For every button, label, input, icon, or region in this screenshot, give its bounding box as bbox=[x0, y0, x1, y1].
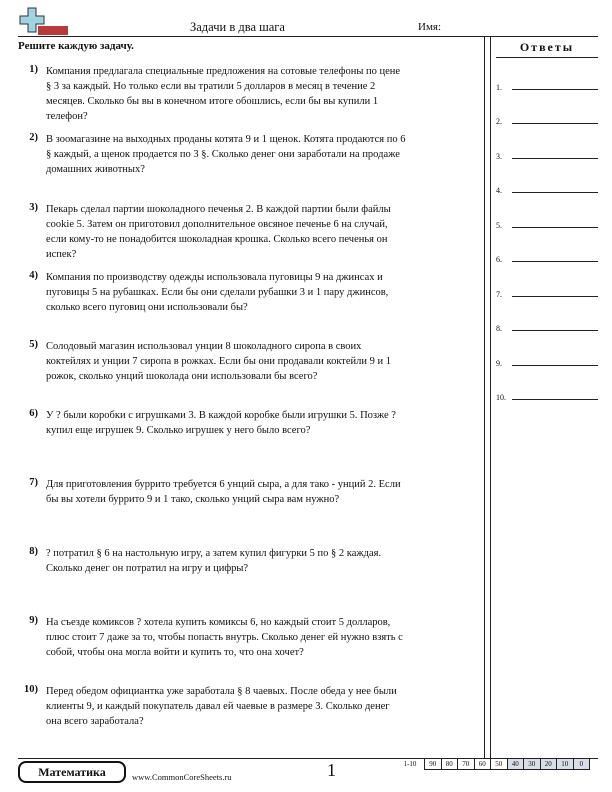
answer-blank[interactable] bbox=[512, 296, 598, 297]
page-title: Задачи в два шага bbox=[190, 20, 285, 34]
answer-number: 3. bbox=[496, 152, 502, 161]
problem-number: 6) bbox=[29, 408, 38, 419]
problem-number: 3) bbox=[29, 202, 38, 213]
page-number: 1 bbox=[327, 760, 336, 780]
answer-blank[interactable] bbox=[512, 192, 598, 193]
answer-line-2[interactable] bbox=[496, 112, 598, 126]
answer-line-1[interactable] bbox=[496, 78, 598, 92]
answer-line-9[interactable] bbox=[496, 354, 598, 368]
problem-number: 4) bbox=[29, 270, 38, 281]
score-table bbox=[396, 758, 590, 770]
answer-line-3[interactable] bbox=[496, 147, 598, 161]
answer-blank[interactable] bbox=[512, 158, 598, 159]
answers-title-underline bbox=[496, 57, 598, 58]
problem-text: В зоомагазине на выходных проданы котята 9 и 1 щенок. Котята продаются по 6 § каждый, а щенок продается по 3 §. Сколько денег они заработали на продаже домашних животных? bbox=[46, 134, 406, 175]
problem-number: 2) bbox=[29, 132, 38, 143]
score-cell: 20 bbox=[540, 759, 557, 770]
problem-text: Компания по производству одежды использовала пуговицы 9 на джинсах и пуговицы 5 на рубашках. Если бы они сделали рубашки 3 и 1 пару джинсов, сколько всего пуговиц они использовали бы? bbox=[46, 272, 389, 313]
answer-line-6[interactable] bbox=[496, 250, 598, 264]
answer-line-8[interactable] bbox=[496, 319, 598, 333]
instructions: Решите каждую задачу. bbox=[18, 40, 134, 52]
score-cell: 80 bbox=[441, 759, 458, 770]
problem-number: 5) bbox=[29, 339, 38, 350]
problem-text: ? потратил § 6 на настольную игру, а затем купил фигурки 5 по § 2 каждая. Сколько денег он потратил на игру и цифры? bbox=[46, 548, 382, 574]
answer-blank[interactable] bbox=[512, 89, 598, 90]
answer-number: 6. bbox=[496, 255, 502, 264]
answer-line-5[interactable] bbox=[496, 216, 598, 230]
problem-text: Пекарь сделал партии шоколадного печенья 2. В каждой партии были файлы cookie 5. Затем он приготовил дополнительное овсяное печенье 6 на случай, если кому-то не понадобится шоколадная крошка. Сколько всего печенья он испек? bbox=[46, 204, 391, 260]
problem-number: 1) bbox=[29, 64, 38, 75]
answer-number: 8. bbox=[496, 324, 502, 333]
answer-line-4[interactable] bbox=[496, 181, 598, 195]
problem-text: Компания предлагала специальные предложения на сотовые телефоны по цене § 3 за каждый. Но только если вы тратили 5 долларов в месяц в течение 2 месяцев. Сколько бы вы в конечном итоге обошлись, если бы вы купили 1 телефон? bbox=[46, 66, 401, 122]
problem-number: 8) bbox=[29, 546, 38, 557]
problem-number: 7) bbox=[29, 477, 38, 488]
problem-text: На съезде комиксов ? хотела купить комиксы 6, но каждый стоит 5 долларов, плюс стоит 7 даже за то, чтобы попасть внутрь. Сколько денег ей нужно взять с собой, чтобы она могла войти и купить то, что она хочет? bbox=[46, 617, 403, 658]
answer-number: 4. bbox=[496, 186, 502, 195]
score-cell: 60 bbox=[474, 759, 491, 770]
answer-blank[interactable] bbox=[512, 365, 598, 366]
column-divider bbox=[484, 36, 491, 758]
answer-blank[interactable] bbox=[512, 227, 598, 228]
score-range-label: 1-10 bbox=[403, 760, 417, 768]
answer-line-10[interactable] bbox=[496, 388, 598, 402]
header-divider bbox=[18, 36, 598, 37]
score-cell: 70 bbox=[458, 759, 475, 770]
score-cell: 0 bbox=[573, 759, 590, 770]
problem-number: 10) bbox=[24, 684, 38, 695]
answer-blank[interactable] bbox=[512, 330, 598, 331]
answer-line-7[interactable] bbox=[496, 285, 598, 299]
score-cell: 10 bbox=[557, 759, 574, 770]
plus-cross-logo-icon bbox=[18, 6, 68, 38]
answer-number: 1. bbox=[496, 83, 502, 92]
score-cell: 30 bbox=[524, 759, 541, 770]
problem-text: У ? были коробки с игрушками 3. В каждой коробке были игрушки 5. Позже ? купил еще игрушек 9. Сколько игрушек у него было всего? bbox=[46, 410, 396, 436]
answer-number: 10. bbox=[496, 393, 506, 402]
answer-blank[interactable] bbox=[512, 123, 598, 124]
score-cell: 50 bbox=[491, 759, 508, 770]
name-label: Имя: bbox=[418, 21, 442, 33]
answer-number: 7. bbox=[496, 290, 502, 299]
answer-number: 2. bbox=[496, 117, 502, 126]
problem-text: Перед обедом официантка уже заработала § 8 чаевых. После обеда у нее были клиенты 9, и каждый покупатель давал ей чаевые в размере 3. Сколько денег она всего заработала? bbox=[46, 686, 397, 727]
website-link[interactable]: www.CommonCoreSheets.ru bbox=[132, 772, 232, 782]
answer-blank[interactable] bbox=[512, 399, 598, 400]
score-cell: 90 bbox=[425, 759, 442, 770]
answer-number: 5. bbox=[496, 221, 502, 230]
score-cell: 40 bbox=[507, 759, 524, 770]
problem-number: 9) bbox=[29, 615, 38, 626]
answer-blank[interactable] bbox=[512, 261, 598, 262]
answers-title: Ответы bbox=[519, 40, 575, 54]
subject-badge: Математика bbox=[18, 761, 126, 783]
answer-number: 9. bbox=[496, 359, 502, 368]
problem-text: Солодовый магазин использовал унции 8 шоколадного сиропа в своих коктейлях и унции 7 сиропа в рожках. Если бы они продавали коктейли 9 и 1 рожок, сколько унций шоколада они использовали бы всего? bbox=[46, 341, 391, 382]
problem-text: Для приготовления буррито требуется 6 унций сыра, а для тако - унций 2. Если бы вы хотели буррито 9 и 1 тако, сколько унций сыра вам нужно? bbox=[46, 479, 401, 505]
